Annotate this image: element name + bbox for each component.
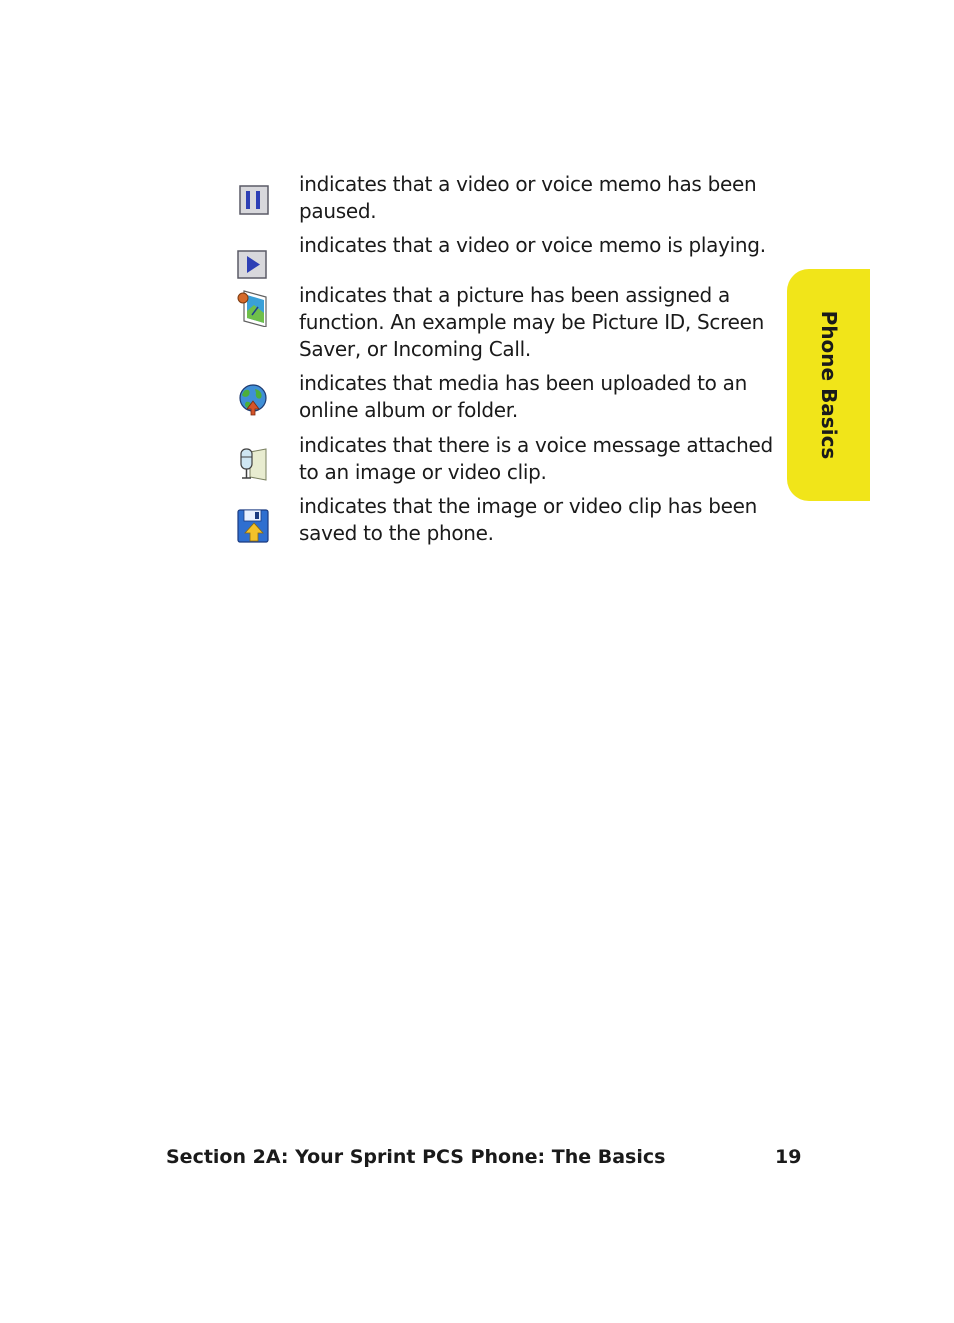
uploaded-globe-icon xyxy=(236,382,270,416)
icon-description: indicates that the image or video clip has been saved to the phone. xyxy=(299,494,758,545)
page-number: 19 xyxy=(775,1146,802,1168)
side-tab-label: Phone Basics xyxy=(816,310,841,460)
icon-description: indicates that there is a voice message attached to an image or video clip. xyxy=(299,433,773,484)
icon-legend-entry-assigned-picture xyxy=(236,282,781,370)
assigned-picture-icon xyxy=(236,287,270,321)
icon-description: indicates that media has been uploaded to an online album or folder. xyxy=(299,371,747,422)
icon-legend-entry-play xyxy=(236,232,781,282)
icon-description: indicates that a video or voice memo has been paused. xyxy=(299,172,757,223)
icon-legend-entry-uploaded xyxy=(236,370,781,432)
icon-description: indicates that a picture has been assigned a function. An example may be Picture ID, Screen Saver, or Incoming Call. xyxy=(299,283,764,361)
footer-section-title: Section 2A: Your Sprint PCS Phone: The Basics xyxy=(166,1146,666,1168)
icon-legend-entry-voice-attached xyxy=(236,432,781,493)
pause-icon xyxy=(236,184,270,218)
icon-description: indicates that a video or voice memo is playing. xyxy=(299,233,766,257)
saved-to-phone-icon xyxy=(236,508,270,542)
icon-legend-entry-pause xyxy=(236,171,781,232)
play-icon xyxy=(236,247,270,281)
section-side-tab xyxy=(787,269,870,501)
icon-legend-list xyxy=(236,171,781,555)
voice-attached-icon xyxy=(236,446,270,480)
icon-legend-entry-saved xyxy=(236,493,781,555)
